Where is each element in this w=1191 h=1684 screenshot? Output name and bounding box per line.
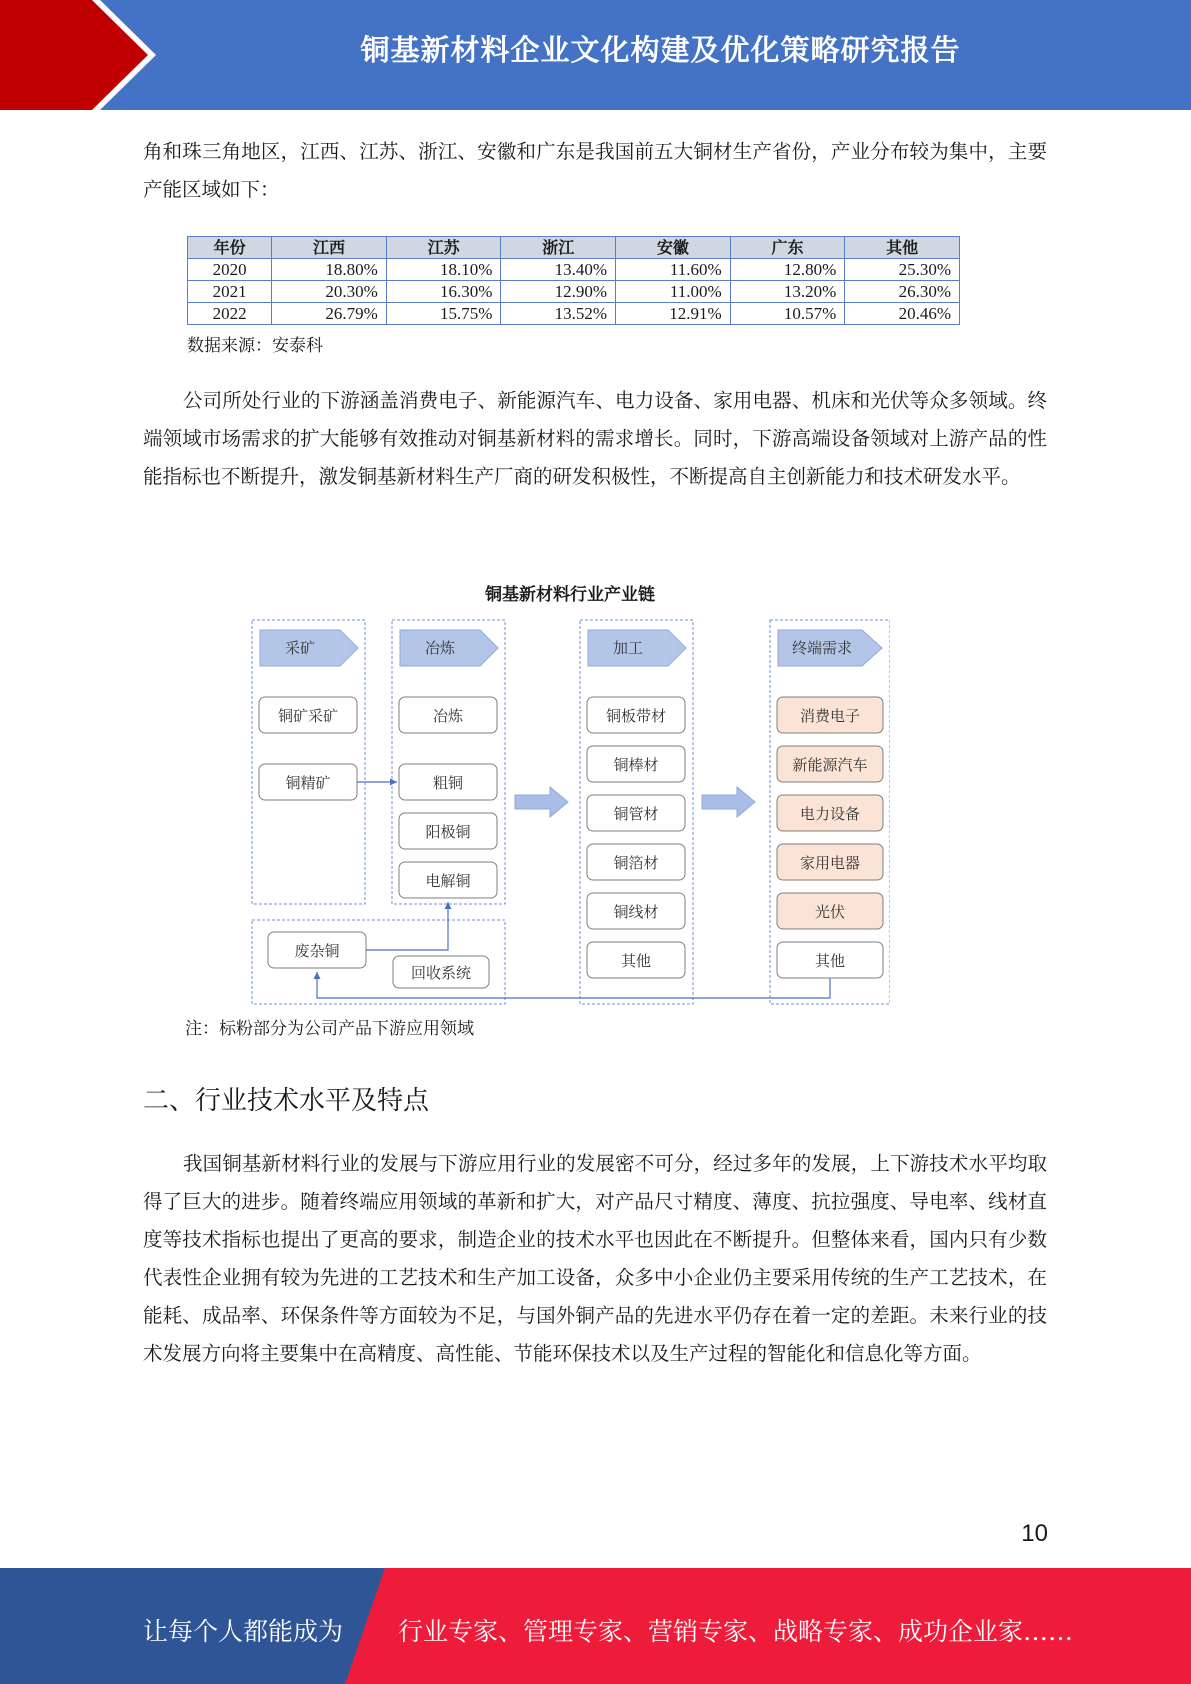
table-cell: 11.00% — [616, 281, 731, 303]
chain-node — [393, 956, 489, 988]
node-label: 铜板带材 — [605, 709, 667, 725]
stage-arrow — [588, 630, 686, 666]
stage-label: 终端需求 — [791, 641, 853, 657]
chain-node — [259, 697, 357, 733]
diagram-note: 注：标粉部分为公司产品下游应用领域 — [185, 1019, 474, 1039]
node-label: 铜管材 — [613, 807, 659, 823]
table-cell: 13.40% — [501, 259, 616, 281]
page-title: 铜基新材料企业文化构建及优化策略研究报告 — [360, 33, 961, 67]
table-source: 数据来源：安泰科 — [187, 336, 323, 356]
node-label: 光伏 — [814, 905, 846, 921]
province-share-table — [187, 236, 960, 325]
node-label: 回收系统 — [410, 966, 472, 982]
flow-arrow — [366, 902, 448, 950]
body-paragraph: 我国铜基新材料行业的发展与下游应用行业的发展密不可分，经过多年的发展，上下游技术水平均取得了巨大的进步。随着终端应用领域的革新和扩大，对产品尺寸精度、薄度、抗拉强度、导电率、线材直度等技术指标也提出了更高的要求，制造企业的技术水平也因此在不断提升。但整体来看，国内只有少数代表性企业拥有较为先进的工艺技术和生产加工设备，众多中小企业仍主要采用传统的生产工艺技术，在能耗、成品率、环保条件等方面较为不足，与国外铜产品的先进水平仍存在着一定的差距。未来行业的技术发展方向将主要集中在高精度、高性能、节能环保技术以及生产过程的智能化和信息化等方面。 — [143, 1152, 1047, 1365]
table-cell: 20.46% — [845, 303, 960, 325]
node-label: 消费电子 — [799, 709, 861, 725]
table-cell: 16.30% — [386, 281, 501, 303]
chain-node — [587, 697, 685, 733]
table-cell: 13.20% — [730, 281, 845, 303]
chain-node-highlighted — [777, 746, 883, 782]
table-cell: 12.80% — [730, 259, 845, 281]
table-row — [188, 281, 960, 303]
node-label: 其他 — [620, 954, 652, 970]
table-cell: 2021 — [188, 281, 272, 303]
chain-node — [587, 795, 685, 831]
chain-node-highlighted — [777, 697, 883, 733]
table-cell: 26.30% — [845, 281, 960, 303]
table-row — [188, 303, 960, 325]
table-header-cell: 江西 — [272, 237, 387, 259]
table-cell: 12.90% — [501, 281, 616, 303]
chain-node — [587, 893, 685, 929]
stage-label: 冶炼 — [424, 641, 456, 657]
table-header-cell: 江苏 — [386, 237, 501, 259]
node-label: 粗铜 — [432, 776, 464, 792]
chain-node — [777, 942, 883, 978]
node-label: 电力设备 — [799, 807, 861, 823]
block-arrow-icon — [702, 787, 755, 817]
node-label: 铜矿采矿 — [277, 709, 339, 725]
header-arrow-icon — [0, 0, 160, 110]
chain-node — [399, 697, 497, 733]
table-header-cell: 浙江 — [501, 237, 616, 259]
table-cell: 25.30% — [845, 259, 960, 281]
chain-node — [268, 932, 366, 968]
table-cell: 12.91% — [616, 303, 731, 325]
table-header-cell: 广东 — [730, 237, 845, 259]
node-label: 铜精矿 — [285, 776, 331, 792]
chain-node-highlighted — [777, 893, 883, 929]
chain-node — [399, 862, 497, 898]
node-label: 电解铜 — [425, 874, 471, 890]
table-header-cell: 年份 — [188, 237, 272, 259]
stage-arrow — [260, 630, 358, 666]
table-cell: 13.52% — [501, 303, 616, 325]
chain-node — [587, 942, 685, 978]
stage-label: 加工 — [612, 641, 644, 657]
chain-node-highlighted — [777, 844, 883, 880]
page-number: 10 — [1021, 1520, 1048, 1547]
stage-arrow — [400, 630, 498, 666]
stage-label: 采矿 — [284, 641, 316, 657]
chain-node — [399, 764, 497, 800]
diagram-title: 铜基新材料行业产业链 — [485, 585, 655, 605]
table-cell: 20.30% — [272, 281, 387, 303]
node-label: 阳极铜 — [425, 825, 471, 841]
footer-slogan-left: 让每个人都能成为 — [143, 1617, 344, 1646]
node-label: 家用电器 — [799, 856, 861, 872]
table-header-cell: 安徽 — [616, 237, 731, 259]
industry-chain-diagram — [230, 580, 890, 1010]
table-cell: 2020 — [188, 259, 272, 281]
body-paragraph: 公司所处行业的下游涵盖消费电子、新能源汽车、电力设备、家用电器、机床和光伏等众多领域。终端领域市场需求的扩大能够有效推动对铜基新材料的需求增长。同时，下游高端设备领域对上游产品的性能指标也不断提升，激发铜基新材料生产厂商的研发积极性，不断提高自主创新能力和技术研发水平。 — [143, 389, 1047, 488]
table-cell: 18.10% — [386, 259, 501, 281]
chain-node — [259, 764, 357, 800]
node-label: 铜棒材 — [613, 758, 659, 774]
table-row — [188, 259, 960, 281]
node-label: 铜箔材 — [613, 856, 659, 872]
node-label: 冶炼 — [432, 709, 464, 725]
stage-arrow — [778, 630, 882, 666]
table-cell: 26.79% — [272, 303, 387, 325]
chain-node-highlighted — [777, 795, 883, 831]
table-cell: 18.80% — [272, 259, 387, 281]
block-arrow-icon — [515, 787, 568, 817]
table-cell: 10.57% — [730, 303, 845, 325]
chain-node — [587, 844, 685, 880]
chain-node — [399, 813, 497, 849]
node-label: 铜线材 — [613, 905, 659, 921]
footer-slogan-right: 行业专家、管理专家、营销专家、战略专家、成功企业家…… — [398, 1617, 1074, 1646]
table-header-cell: 其他 — [845, 237, 960, 259]
table-cell: 11.60% — [616, 259, 731, 281]
node-label: 新能源汽车 — [792, 758, 868, 774]
table-header-row — [188, 237, 960, 259]
chain-node — [587, 746, 685, 782]
table-cell: 2022 — [188, 303, 272, 325]
page-header — [0, 0, 1191, 110]
section-heading: 二、行业技术水平及特点 — [143, 1086, 430, 1116]
intro-paragraph: 角和珠三角地区，江西、江苏、浙江、安徽和广东是我国前五大铜材生产省份，产业分布较为集中，主要产能区域如下： — [143, 140, 1047, 201]
node-label: 废杂铜 — [294, 944, 340, 960]
table-cell: 15.75% — [386, 303, 501, 325]
node-label: 其他 — [814, 954, 846, 970]
